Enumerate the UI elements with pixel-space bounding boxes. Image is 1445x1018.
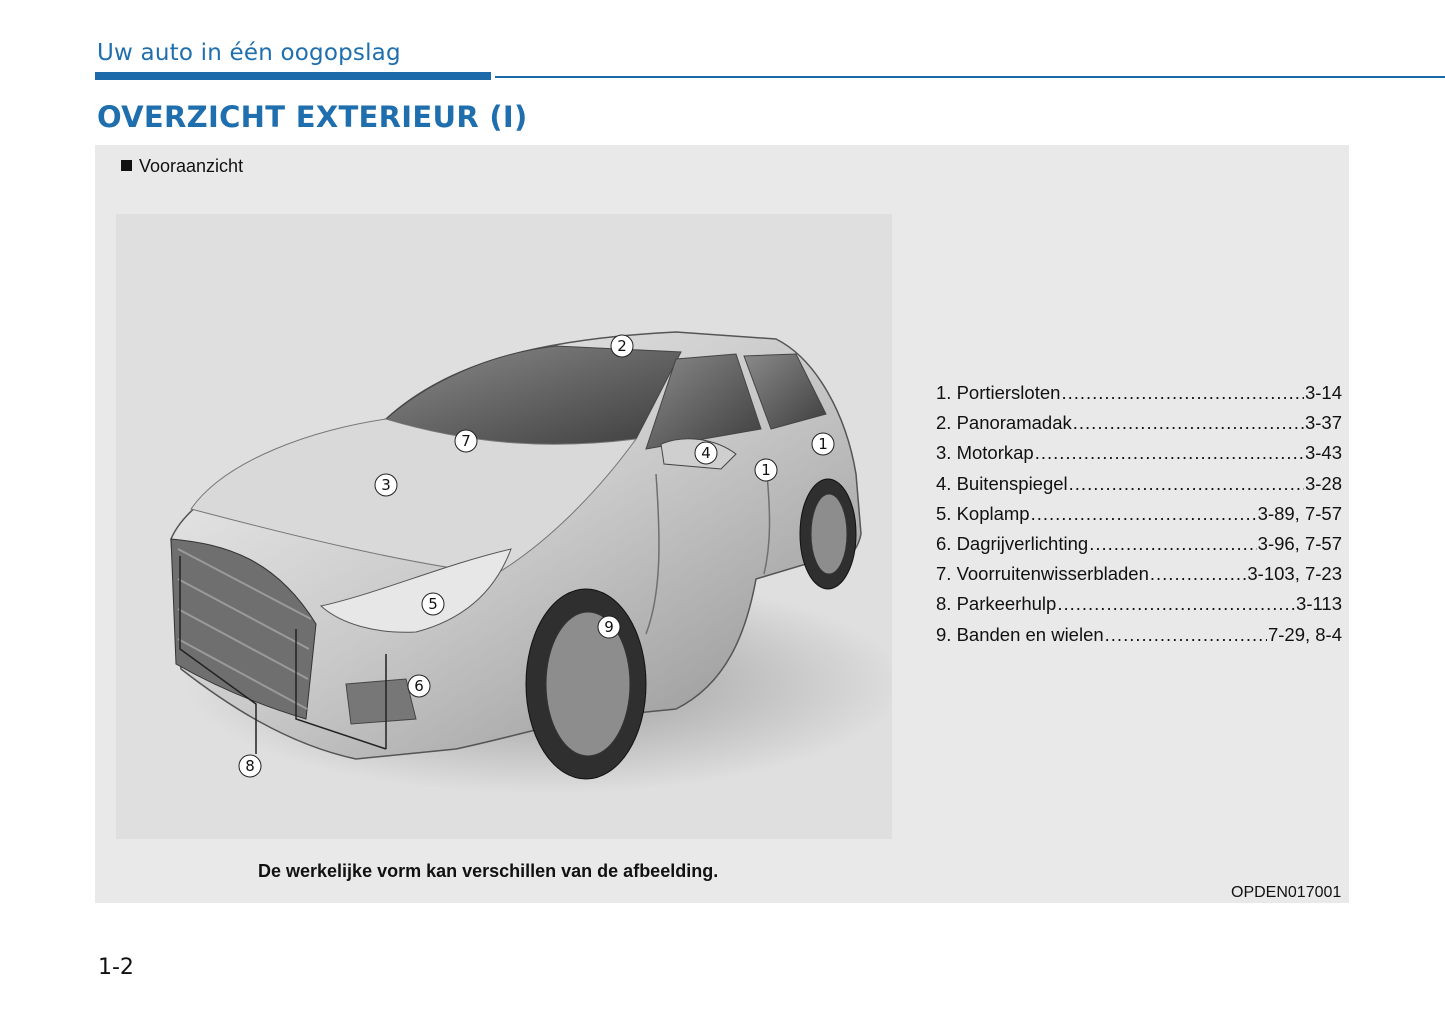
callout-1b [812, 433, 834, 455]
legend-label: 2. Panoramadak [936, 412, 1072, 434]
legend-item [936, 442, 1342, 472]
header-rule-thin [495, 76, 1445, 78]
leader-dots [1089, 533, 1256, 555]
callout-3 [375, 474, 397, 496]
legend-item [936, 563, 1342, 593]
leader-dots [1105, 624, 1267, 646]
callout-label: 3 [381, 476, 391, 494]
callout-5 [422, 593, 444, 615]
legend-label: 1. Portiersloten [936, 382, 1061, 403]
image-caption: De werkelijke vorm kan verschillen van de afbeelding. [258, 861, 719, 881]
legend-label: 9. Banden en wielen [936, 623, 1104, 645]
car-illustration [116, 214, 892, 839]
leader-dots [1069, 473, 1304, 495]
parts-legend [936, 382, 1342, 654]
legend-page: 3-14 [1304, 382, 1342, 403]
legend-label: 8. Parkeerhulp [936, 593, 1057, 615]
legend-label: 4. Buitenspiegel [936, 472, 1068, 494]
legend-label: 3. Motorkap [936, 442, 1034, 464]
legend-page: 7-29, 8-4 [1267, 623, 1342, 645]
legend-item [936, 533, 1342, 563]
legend-label: 6. Dagrijverlichting [936, 532, 1089, 554]
legend-item [936, 503, 1342, 533]
header-rule-thick [95, 72, 491, 80]
view-label [121, 156, 243, 177]
leader-dots [1061, 382, 1304, 404]
callout-1a [755, 459, 777, 481]
square-bullet-icon [121, 160, 132, 171]
callout-label: 1 [761, 461, 771, 479]
page-title: OVERZICHT EXTERIEUR (I) [97, 100, 528, 134]
legend-item [936, 473, 1342, 503]
section-title: Uw auto in één oogopslag [97, 40, 401, 66]
callout-7 [455, 430, 477, 452]
callout-4 [695, 442, 717, 464]
legend-label: 7. Voorruitenwisserbladen [936, 563, 1149, 585]
legend-page: 3-96, 7-57 [1257, 532, 1342, 554]
leader-dots [1035, 442, 1304, 464]
page-number: 1-2 [98, 955, 134, 980]
callout-6 [408, 675, 430, 697]
view-label-text: Vooraanzicht [139, 156, 244, 176]
fog-lamp [346, 679, 416, 724]
callout-label: 6 [414, 677, 424, 695]
callout-label: 5 [428, 595, 438, 613]
callout-8 [239, 755, 261, 777]
legend-page: 3-37 [1304, 412, 1342, 434]
leader-dots [1073, 412, 1304, 434]
legend-page: 3-89, 7-57 [1257, 502, 1342, 524]
callout-9 [598, 616, 620, 638]
legend-item [936, 412, 1342, 442]
legend-page: 3-103, 7-23 [1247, 563, 1342, 585]
leader-dots [1057, 593, 1295, 615]
callout-label: 9 [604, 618, 614, 636]
legend-page: 3-28 [1304, 472, 1342, 494]
callout-2 [611, 335, 633, 357]
leader-dots [1031, 503, 1257, 525]
legend-item [936, 624, 1342, 654]
callout-label: 1 [818, 435, 828, 453]
image-code: OPDEN017001 [1231, 884, 1342, 901]
leader-dots [1150, 563, 1246, 585]
legend-page: 3-113 [1296, 593, 1342, 615]
legend-label: 5. Koplamp [936, 502, 1030, 524]
legend-item [936, 382, 1342, 412]
windshield [386, 346, 681, 444]
legend-item [936, 593, 1342, 623]
legend-page: 3-43 [1304, 442, 1342, 464]
callout-label: 8 [245, 757, 255, 775]
callout-label: 2 [617, 337, 627, 355]
callout-label: 7 [461, 432, 471, 450]
callout-label: 4 [701, 444, 711, 462]
